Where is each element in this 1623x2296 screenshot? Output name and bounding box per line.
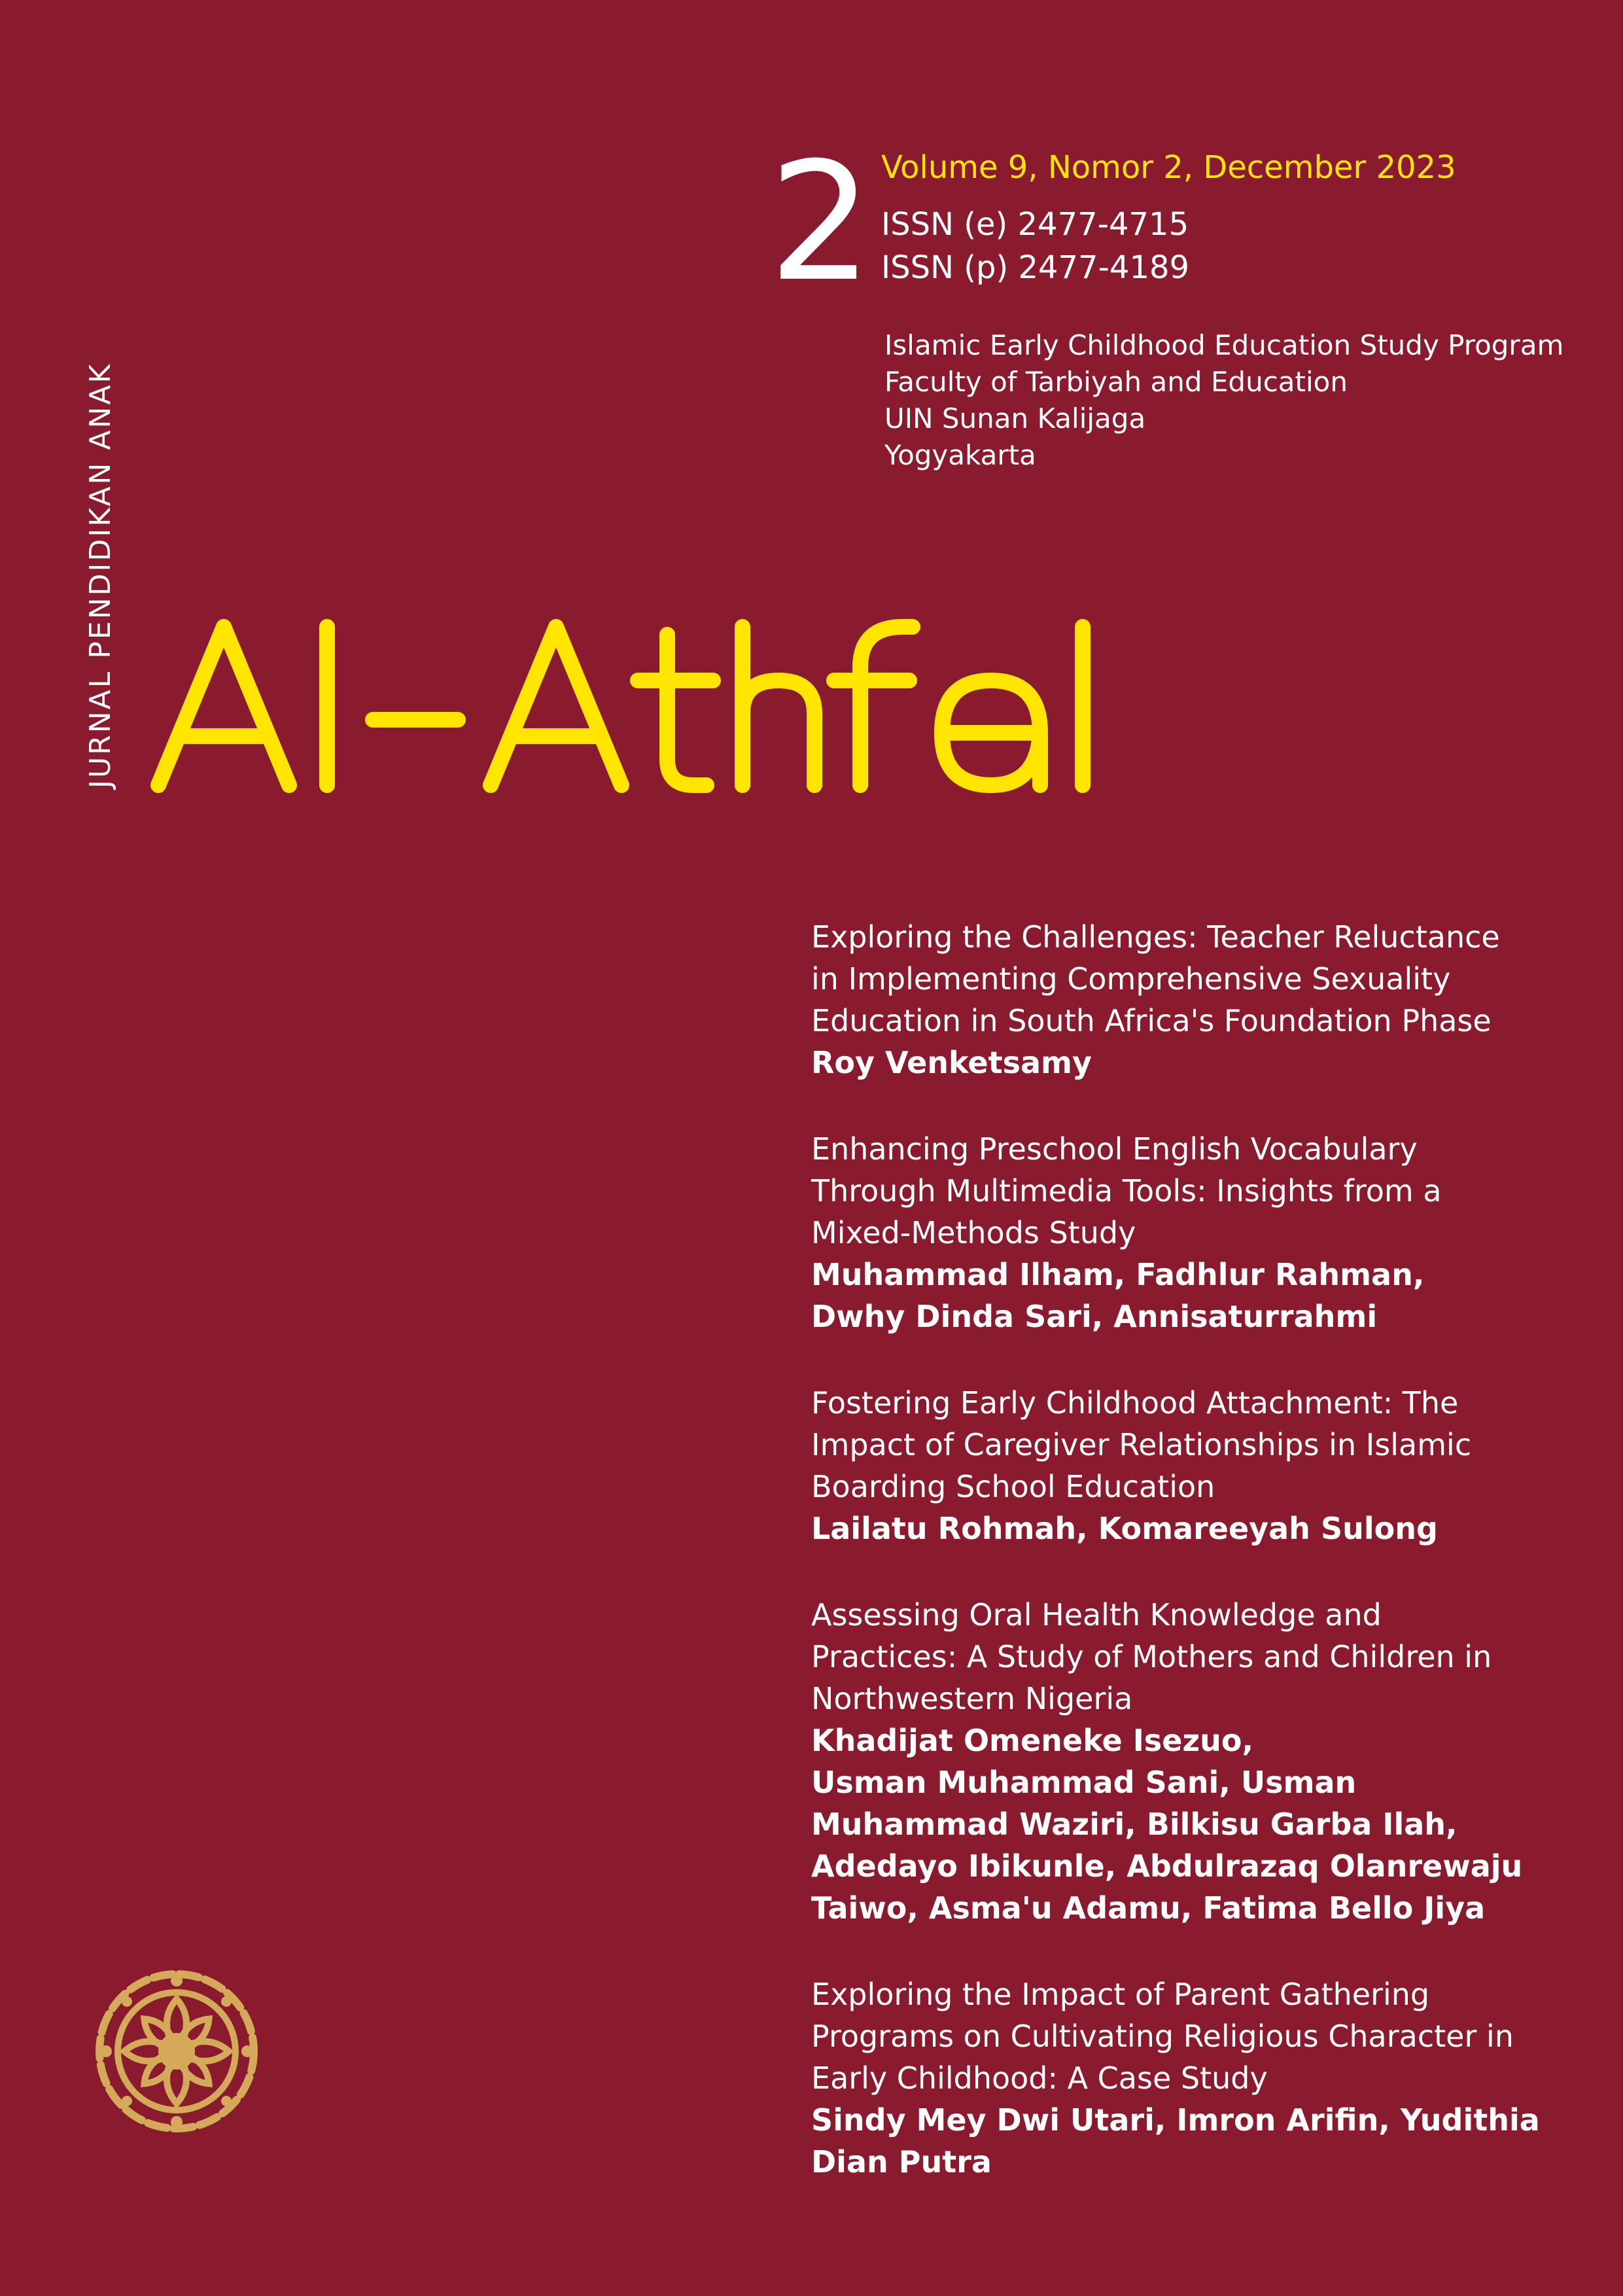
article-title <box>811 1594 1557 1720</box>
issn-electronic: ISSN (e) 2477-4715 <box>881 206 1189 243</box>
article-authors <box>811 1508 1557 1549</box>
article-author-line: Dwhy Dinda Sari, Annisaturrahmi <box>811 1299 1378 1334</box>
article-entry <box>811 1973 1557 2183</box>
article-title-line: Northwestern Nigeria <box>811 1681 1133 1716</box>
article-author-line: Lailatu Rohmah, Komareeyah Sulong <box>811 1511 1438 1546</box>
article-title <box>811 1973 1557 2099</box>
article-title-line: Assessing Oral Health Knowledge and <box>811 1597 1382 1633</box>
article-title-line: Fostering Early Childhood Attachment: The <box>811 1385 1459 1421</box>
article-title-line: Practices: A Study of Mothers and Children in <box>811 1639 1492 1674</box>
issn-print: ISSN (p) 2477-4189 <box>881 249 1190 286</box>
volume-line: Volume 9, Nomor 2, December 2023 <box>881 149 1456 186</box>
affiliation-line: Yogyakarta <box>884 439 1036 471</box>
article-title-line: Through Multimedia Tools: Insights from a <box>811 1173 1442 1209</box>
article-author-line: Dian Putra <box>811 2144 992 2180</box>
affiliation-line: Faculty of Tarbiyah and Education <box>884 366 1348 398</box>
article-title <box>811 1382 1557 1508</box>
article-entry <box>811 1594 1557 1929</box>
article-entry <box>811 916 1557 1084</box>
issn-block <box>881 203 1189 289</box>
article-title-line: Exploring the Impact of Parent Gathering <box>811 1977 1430 2012</box>
article-author-line: Sindy Mey Dwi Utari, Imron Arifin, Yudithia <box>811 2102 1540 2138</box>
article-author-line: Taiwo, Asma'u Adamu, Fatima Bello Jiya <box>811 1890 1486 1926</box>
article-author-line: Khadijat Omeneke Isezuo, <box>811 1723 1253 1758</box>
article-authors <box>811 1254 1557 1337</box>
article-author-line: Usman Muhammad Sani, Usman <box>811 1765 1357 1800</box>
article-title <box>811 1128 1557 1254</box>
article-title-line: Enhancing Preschool English Vocabulary <box>811 1131 1418 1167</box>
article-author-line: Muhammad Ilham, Fadhlur Rahman, <box>811 1257 1425 1292</box>
article-title-line: in Implementing Comprehensive Sexuality <box>811 961 1451 997</box>
article-title-line: Education in South Africa's Foundation Phase <box>811 1003 1492 1038</box>
article-entry <box>811 1128 1557 1337</box>
article-entry <box>811 1382 1557 1549</box>
vertical-journal-subtitle: JURNAL PENDIDIKAN ANAK <box>84 362 117 788</box>
affiliation-block <box>884 327 1563 474</box>
article-author-line: Muhammad Waziri, Bilkisu Garba Ilah, <box>811 1807 1457 1842</box>
article-title-line: Boarding School Education <box>811 1469 1215 1504</box>
article-title-line: Mixed-Methods Study <box>811 1215 1136 1250</box>
journal-title-logo <box>150 609 1210 805</box>
article-title-line: Early Childhood: A Case Study <box>811 2060 1268 2096</box>
article-authors <box>811 2099 1557 2183</box>
article-authors <box>811 1042 1557 1084</box>
issue-number: 2 <box>769 127 873 317</box>
article-authors <box>811 1720 1557 1929</box>
floral-rosette-icon <box>85 1960 268 2143</box>
article-title-line: Programs on Cultivating Religious Character in <box>811 2019 1514 2054</box>
article-title-line: Impact of Caregiver Relationships in Islamic <box>811 1427 1472 1462</box>
affiliation-line: UIN Sunan Kalijaga <box>884 402 1146 434</box>
article-title-line: Exploring the Challenges: Teacher Reluctance <box>811 919 1500 955</box>
article-title <box>811 916 1557 1042</box>
affiliation-line: Islamic Early Childhood Education Study Program <box>884 329 1564 361</box>
article-list <box>811 916 1557 2227</box>
article-author-line: Roy Venketsamy <box>811 1045 1092 1080</box>
article-author-line: Adedayo Ibikunle, Abdulrazaq Olanrewaju <box>811 1848 1523 1884</box>
